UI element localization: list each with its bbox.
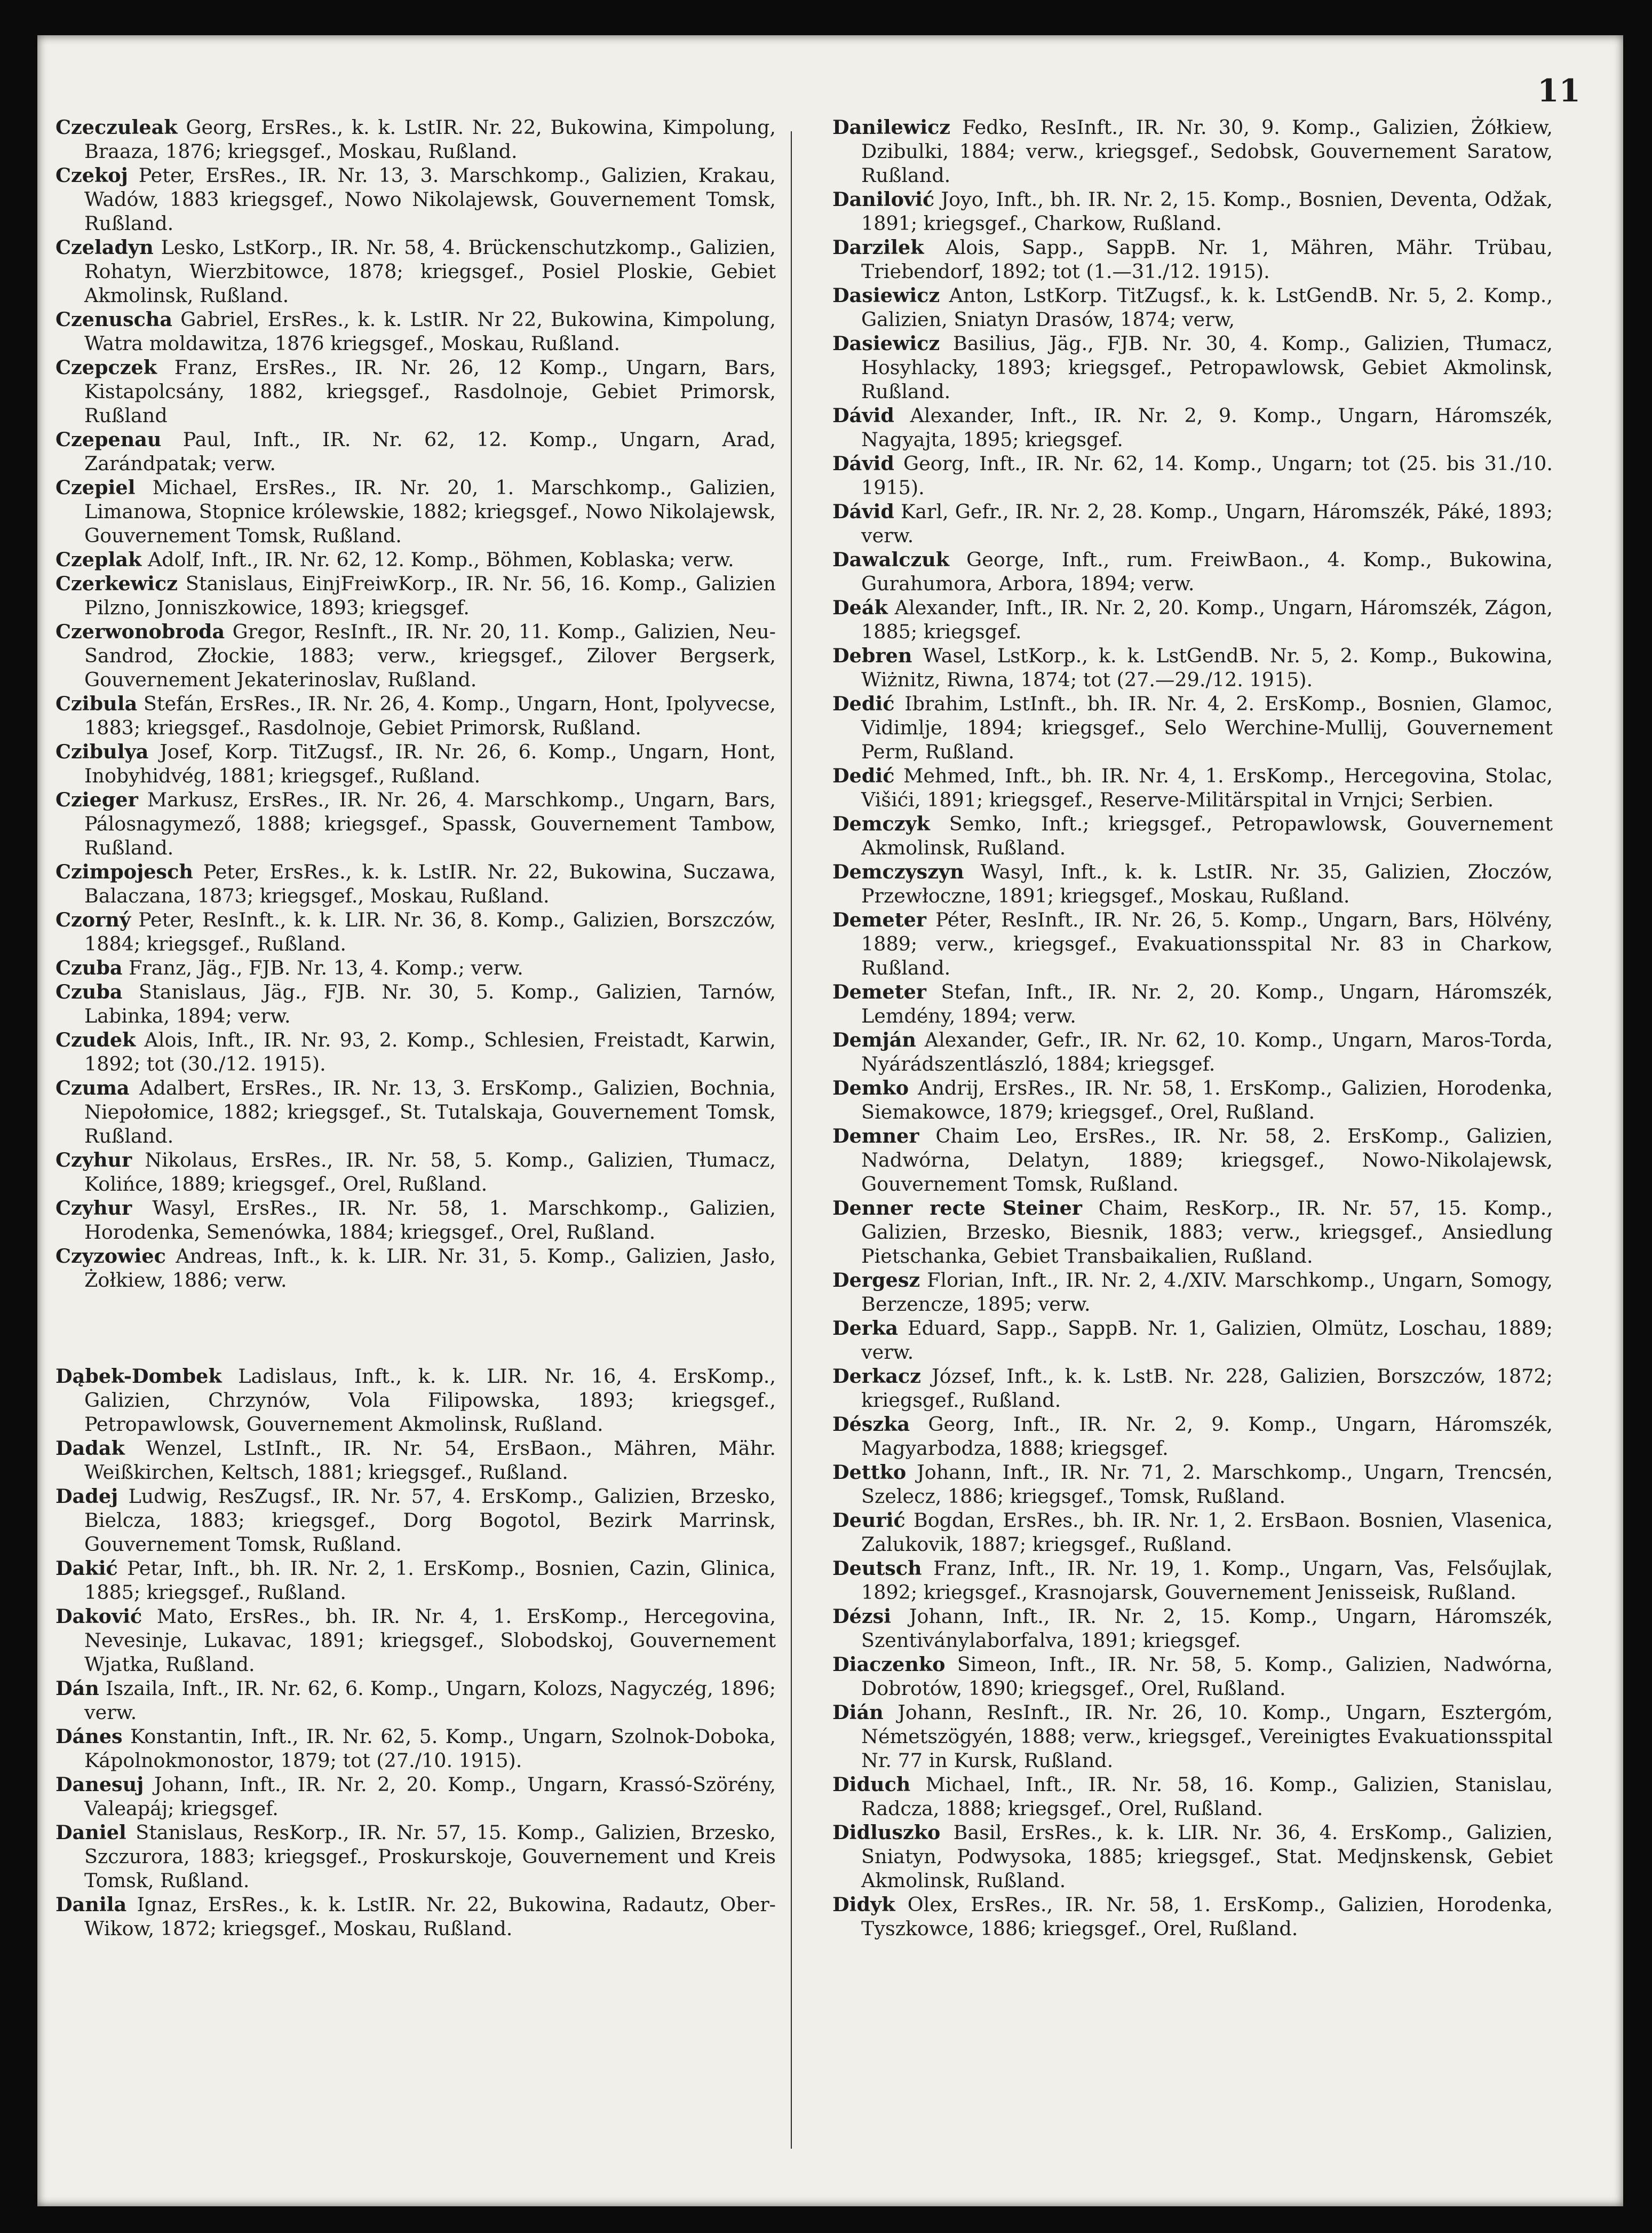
register-entry <box>55 980 776 1028</box>
register-entry <box>55 1604 776 1676</box>
entry-details: Nikolaus, ErsRes., IR. Nr. 58, 5. Komp., Galizien, Tłumacz, Kolińce, 1889; kriegsgef., Orel, Rußland. <box>84 1149 776 1195</box>
entry-surname: Dán <box>55 1677 99 1700</box>
entry-details: Alexander, Inft., IR. Nr. 2, 9. Komp., Ungarn, Háromszék, Nagyajta, 1895; kriegsgef. <box>861 404 1553 451</box>
entry-details: Peter, ResInft., k. k. LIR. Nr. 36, 8. Komp., Galizien, Borszczów, 1884; kriegsgef., Rußland. <box>84 908 776 955</box>
entry-details: Alexander, Inft., IR. Nr. 2, 20. Komp., Ungarn, Háromszék, Zágon, 1885; kriegsgef. <box>861 596 1553 643</box>
entry-details: Florian, Inft., IR. Nr. 2, 4./XIV. Marschkomp., Ungarn, Somogy, Berzencze, 1895; verw. <box>861 1269 1553 1316</box>
entry-details: Petar, Inft., bh. IR. Nr. 2, 1. ErsKomp., Bosnien, Cazin, Glinica, 1885; kriegsgef., Rußland. <box>84 1557 776 1604</box>
register-entry <box>832 1820 1553 1892</box>
register-entry <box>832 187 1553 235</box>
entry-details: Joyo, Inft., bh. IR. Nr. 2, 15. Komp., Bosnien, Deventa, Odžak, 1891; kriegsgef., Charkow, Rußland. <box>861 188 1553 235</box>
register-entry <box>832 403 1553 452</box>
entry-surname: Darzilek <box>832 236 924 259</box>
entry-surname: Czyhur <box>55 1149 132 1171</box>
register-entry <box>832 1652 1553 1700</box>
register-entry <box>832 1268 1553 1316</box>
entry-details: Mato, ErsRes., bh. IR. Nr. 4, 1. ErsKomp., Hercegovina, Nevesinje, Lukavac, 1891; kriegsgef., Slobodskoj, Gouvernement Wjatka, Rußland. <box>84 1605 776 1676</box>
entry-surname: Dasiewicz <box>832 332 940 355</box>
register-entry <box>832 1892 1553 1941</box>
register-entry <box>832 1700 1553 1772</box>
entry-details: Stanislaus, Jäg., FJB. Nr. 30, 5. Komp., Galizien, Tarnów, Labinka, 1894; verw. <box>84 980 776 1027</box>
entry-details: Wasyl, Inft., k. k. LstIR. Nr. 35, Galizien, Złoczów, Przewłoczne, 1891; kriegsgef., Moskau, Rußland. <box>861 860 1553 907</box>
entry-surname: Dedić <box>832 764 895 787</box>
entry-surname: Dąbek-Dombek <box>55 1365 222 1388</box>
entry-surname: Daković <box>55 1605 142 1628</box>
entry-details: Alexander, Gefr., IR. Nr. 62, 10. Komp., Ungarn, Maros-Torda, Nyárádszentlászló, 1884; kriegsgef. <box>861 1028 1553 1075</box>
register-entry <box>55 1364 776 1436</box>
document-page <box>37 35 1623 2206</box>
entry-details: Fedko, ResInft., IR. Nr. 30, 9. Komp., Galizien, Żółkiew, Dzibulki, 1884; verw., kriegsgef., Sedobsk, Gouvernement Saratow, Rußland. <box>861 116 1553 187</box>
entry-surname: Derkacz <box>832 1365 921 1388</box>
register-entry <box>55 1676 776 1724</box>
entry-surname: Czepenau <box>55 428 162 451</box>
register-entry <box>832 452 1553 500</box>
register-entry <box>832 980 1553 1028</box>
entry-surname: Dészka <box>832 1413 910 1436</box>
right-column <box>832 115 1553 1941</box>
entry-surname: Deák <box>832 596 888 619</box>
entry-surname: Demján <box>832 1028 916 1051</box>
register-entry <box>832 596 1553 644</box>
entry-surname: Demner <box>832 1125 919 1147</box>
entry-surname: Czudek <box>55 1028 136 1051</box>
register-entry <box>55 1076 776 1148</box>
entry-details: Wasel, LstKorp., k. k. LstGendB. Nr. 5, 2. Komp., Bukowina, Wiżnitz, Riwna, 1874; tot (27.—29./12. 1915). <box>861 644 1553 691</box>
column-divider <box>791 131 792 2149</box>
entry-surname: Czeczuleak <box>55 116 178 139</box>
entry-details: Peter, ErsRes., IR. Nr. 13, 3. Marschkomp., Galizien, Krakau, Wadów, 1883 kriegsgef., Nowo Nikolajewsk, Gouvernement Tomsk, Rußland. <box>84 164 776 235</box>
entry-details: Basilius, Jäg., FJB. Nr. 30, 4. Komp., Galizien, Tłumacz, Hosyhlacky, 1893; kriegsgef., Petropawlowsk, Gebiet Akmolinsk, Rußland. <box>861 332 1553 403</box>
entry-details: Semko, Inft.; kriegsgef., Petropawlowsk, Gouvernement Akmolinsk, Rußland. <box>861 812 1553 859</box>
register-entry <box>55 1196 776 1244</box>
entry-details: Lesko, LstKorp., IR. Nr. 58, 4. Brückenschutzkomp., Galizien, Rohatyn, Wierzbitowce, 1878; kriegsgef., Posiel Ploskie, Gebiet Akmolinsk, Rußland. <box>84 236 776 307</box>
entry-surname: Demczyk <box>832 812 930 835</box>
entry-surname: Czyhur <box>55 1197 132 1220</box>
entry-details: Michael, Inft., IR. Nr. 58, 16. Komp., Galizien, Stanislau, Radcza, 1888; kriegsgef., Orel, Rußland. <box>861 1773 1553 1820</box>
entry-details: Johann, Inft., IR. Nr. 71, 2. Marschkomp., Ungarn, Trencsén, Szelecz, 1886; kriegsgef., Tomsk, Rußland. <box>861 1461 1553 1508</box>
entry-surname: Czekoj <box>55 164 128 187</box>
register-entry <box>55 1148 776 1196</box>
register-entry <box>832 812 1553 860</box>
entry-surname: Dasiewicz <box>832 284 940 307</box>
left-column <box>55 115 776 1941</box>
entry-surname: Czibulya <box>55 740 149 763</box>
register-entry <box>55 548 776 572</box>
entry-surname: Dettko <box>832 1461 907 1484</box>
register-entry <box>832 764 1553 812</box>
register-entry <box>55 908 776 956</box>
register-entry <box>832 692 1553 764</box>
register-entry <box>55 860 776 908</box>
entry-surname: Czeplak <box>55 548 142 571</box>
entry-surname: Czieger <box>55 788 138 811</box>
register-entry <box>55 740 776 788</box>
entry-surname: Czenuscha <box>55 308 173 331</box>
entry-details: Gabriel, ErsRes., k. k. LstIR. Nr 22, Bukowina, Kimpolung, Watra moldawitza, 1876 kriegsgef., Moskau, Rußland. <box>84 308 776 355</box>
entry-surname: Danilović <box>832 188 935 211</box>
entry-surname: Deurić <box>832 1509 906 1532</box>
register-entry <box>55 1820 776 1892</box>
register-entry <box>832 115 1553 187</box>
register-entry <box>832 1196 1553 1268</box>
register-entry <box>55 572 776 620</box>
entry-surname: Didyk <box>832 1893 895 1916</box>
entry-details: Georg, Inft., IR. Nr. 2, 9. Komp., Ungarn, Háromszék, Magyarbodza, 1888; kriegsgef. <box>861 1413 1553 1460</box>
entry-details: Stanislaus, ResKorp., IR. Nr. 57, 15. Komp., Galizien, Brzesko, Szczurora, 1883; kriegsgef., Proskurskoje, Gouvernement und Kreis Tomsk, Rußland. <box>84 1821 776 1892</box>
entry-details: Franz, ErsRes., IR. Nr. 26, 12 Komp., Ungarn, Bars, Kistapolcsány, 1882, kriegsgef., Rasdolnoje, Gebiet Primorsk, Rußland <box>84 356 776 427</box>
entry-surname: Czuba <box>55 980 123 1003</box>
entry-details: Olex, ErsRes., IR. Nr. 58, 1. ErsKomp., Galizien, Horodenka, Tyszkowce, 1886; kriegsgef., Orel, Rußland. <box>861 1893 1553 1940</box>
entry-details: Peter, ErsRes., k. k. LstIR. Nr. 22, Bukowina, Suczawa, Balaczana, 1873; kriegsgef., Moskau, Rußland. <box>84 860 776 907</box>
entry-details: Mehmed, Inft., bh. IR. Nr. 4, 1. ErsKomp., Hercegovina, Stolac, Višići, 1891; kriegsgef., Reserve-Militärspital in Vrnjci; Serbien. <box>861 764 1553 811</box>
register-entry <box>55 115 776 163</box>
register-entry <box>55 1772 776 1820</box>
register-entry <box>55 355 776 427</box>
entry-surname: Demeter <box>832 908 927 931</box>
page-number: 11 <box>1537 73 1580 109</box>
entry-details: Franz, Inft., IR. Nr. 19, 1. Komp., Ungarn, Vas, Felsőujlak, 1892; kriegsgef., Krasnojarsk, Gouvernement Jenisseisk, Rußland. <box>861 1557 1553 1604</box>
entry-details: Franz, Jäg., FJB. Nr. 13, 4. Komp.; verw. <box>129 956 523 979</box>
entry-details: Bogdan, ErsRes., bh. IR. Nr. 1, 2. ErsBaon. Bosnien, Vlasenica, Zalukovik, 1887; kriegsgef., Rußland. <box>861 1509 1553 1556</box>
entry-surname: Danila <box>55 1893 127 1916</box>
entry-surname: Czerwonobroda <box>55 620 225 643</box>
entry-details: Chaim Leo, ErsRes., IR. Nr. 58, 2. ErsKomp., Galizien, Nadwórna, Delatyn, 1889; kriegsgef., Nowo-Nikolajewsk, Gouvernement Tomsk, Rußland. <box>861 1125 1553 1195</box>
entry-surname: Dergesz <box>832 1269 920 1292</box>
entry-surname: Czibula <box>55 692 138 715</box>
register-entry <box>55 1028 776 1076</box>
entry-details: Iszaila, Inft., IR. Nr. 62, 6. Komp., Ungarn, Kolozs, Nagyczég, 1896; verw. <box>84 1677 776 1724</box>
entry-details: Johann, Inft., IR. Nr. 2, 20. Komp., Ungarn, Krassó-Szörény, Valeapáj; kriegsgef. <box>84 1773 776 1820</box>
entry-details: Gregor, ResInft., IR. Nr. 20, 11. Komp., Galizien, Neu-Sandrod, Złockie, 1883; verw., kriegsgef., Zilover Bergserk, Gouvernement Jekaterinoslav, Rußland. <box>84 620 776 691</box>
entry-surname: Dadak <box>55 1437 125 1460</box>
entry-surname: Czuba <box>55 956 123 979</box>
entry-surname: Daniel <box>55 1821 126 1844</box>
entry-surname: Debren <box>832 644 912 667</box>
entry-details: Alois, Sapp., SappB. Nr. 1, Mähren, Mähr. Trübau, Triebendorf, 1892; tot (1.—31./12. 1915). <box>861 236 1553 283</box>
register-entry <box>55 788 776 860</box>
entry-surname: Danesuj <box>55 1773 144 1796</box>
entry-surname: Diaczenko <box>832 1653 946 1676</box>
entry-details: Alois, Inft., IR. Nr. 93, 2. Komp., Schlesien, Freistadt, Karwin, 1892; tot (30./12. 1915). <box>84 1028 776 1075</box>
entry-surname: Demczyszyn <box>832 860 964 883</box>
entry-surname: Czeladyn <box>55 236 154 259</box>
entry-details: Georg, ErsRes., k. k. LstIR. Nr. 22, Bukowina, Kimpolung, Braaza, 1876; kriegsgef., Moskau, Rußland. <box>84 116 776 163</box>
register-entry <box>832 331 1553 403</box>
entry-details: Ibrahim, LstInft., bh. IR. Nr. 4, 2. ErsKomp., Bosnien, Glamoc, Vidimlje, 1894; kriegsgef., Selo Werchine-Mullij, Gouvernement Perm, Rußland. <box>861 692 1553 763</box>
register-entry <box>55 163 776 235</box>
register-entry <box>55 1724 776 1772</box>
entry-details: Josef, Korp. TitZugsf., IR. Nr. 26, 6. Komp., Ungarn, Hont, Inobyhidvég, 1881; kriegsgef., Rußland. <box>84 740 776 787</box>
left-entries-group-c <box>55 115 776 1292</box>
entry-details: Anton, LstKorp. TitZugsf., k. k. LstGendB. Nr. 5, 2. Komp., Galizien, Sniatyn Drasów, 1874; verw, <box>861 284 1553 331</box>
entry-surname: Demko <box>832 1076 909 1099</box>
register-entry <box>832 1604 1553 1652</box>
entry-details: Georg, Inft., IR. Nr. 62, 14. Komp., Ungarn; tot (25. bis 31./10. 1915). <box>861 452 1553 499</box>
register-entry <box>55 1892 776 1941</box>
register-entry <box>832 644 1553 692</box>
register-entry <box>55 1484 776 1556</box>
entry-surname: Czimpojesch <box>55 860 193 883</box>
register-entry <box>832 1028 1553 1076</box>
entry-details: Ignaz, ErsRes., k. k. LstIR. Nr. 22, Bukowina, Radautz, Ober-Wikow, 1872; kriegsgef., Moskau, Rußland. <box>84 1893 776 1940</box>
entry-details: Stefán, ErsRes., IR. Nr. 26, 4. Komp., Ungarn, Hont, Ipolyvecse, 1883; kriegsgef., Rasdolnoje, Gebiet Primorsk, Rußland. <box>84 692 776 739</box>
register-entry <box>55 427 776 476</box>
register-entry <box>832 908 1553 980</box>
register-entry <box>832 1076 1553 1124</box>
register-entry <box>55 692 776 740</box>
register-entry <box>832 1460 1553 1508</box>
entry-surname: Dedić <box>832 692 895 715</box>
entry-details: George, Inft., rum. FreiwBaon., 4. Komp., Bukowina, Gurahumora, Arbora, 1894; verw. <box>861 548 1553 595</box>
register-entry <box>55 235 776 307</box>
entry-surname: Czerkewicz <box>55 572 178 595</box>
entry-surname: Dávid <box>832 404 894 427</box>
register-entry <box>832 1316 1553 1364</box>
register-entry <box>832 235 1553 283</box>
entry-details: Stefan, Inft., IR. Nr. 2, 20. Komp., Ungarn, Háromszék, Lemdény, 1894; verw. <box>861 980 1553 1027</box>
entry-details: Andreas, Inft., k. k. LIR. Nr. 31, 5. Komp., Galizien, Jasło, Żołkiew, 1886; verw. <box>84 1245 776 1292</box>
register-entry <box>55 1244 776 1292</box>
entry-details: Markusz, ErsRes., IR. Nr. 26, 4. Marschkomp., Ungarn, Bars, Pálosnagymező, 1888; kriegsgef., Spassk, Gouvernement Tambow, Rußland. <box>84 788 776 859</box>
entry-details: Andrij, ErsRes., IR. Nr. 58, 1. ErsKomp., Galizien, Horodenka, Siemakowce, 1879; kriegsgef., Orel, Rußland. <box>861 1076 1553 1123</box>
entry-surname: Czyzowiec <box>55 1245 166 1268</box>
entry-surname: Czepczek <box>55 356 157 379</box>
entry-surname: Denner recte Steiner <box>832 1197 1083 1220</box>
entry-surname: Dávid <box>832 452 894 475</box>
entry-surname: Danilewicz <box>832 116 951 139</box>
register-entry <box>55 1556 776 1604</box>
entry-details: Eduard, Sapp., SappB. Nr. 1, Galizien, Olmütz, Loschau, 1889; verw. <box>861 1317 1553 1364</box>
register-entry <box>55 476 776 548</box>
entry-surname: Czorný <box>55 908 131 931</box>
entry-details: Karl, Gefr., IR. Nr. 2, 28. Komp., Ungarn, Háromszék, Páké, 1893; verw. <box>861 500 1553 547</box>
entry-details: Stanislaus, EinjFreiwKorp., IR. Nr. 56, 16. Komp., Galizien Pilzno, Jonniszkowice, 1893; kriegsgef. <box>84 572 776 619</box>
register-entry <box>832 548 1553 596</box>
register-entry <box>832 1508 1553 1556</box>
entry-details: Johann, ResInft., IR. Nr. 26, 10. Komp., Ungarn, Esztergóm, Németszögyén, 1888; verw., kriegsgef., Vereinigtes Evakuationsspital Nr. 77 in Kursk, Rußland. <box>861 1701 1553 1772</box>
entry-surname: Deutsch <box>832 1557 922 1580</box>
entry-surname: Dakić <box>55 1557 118 1580</box>
register-entry <box>55 1436 776 1484</box>
entry-details: Ladislaus, Inft., k. k. LIR. Nr. 16, 4. ErsKomp., Galizien, Chrzynów, Vola Filipowska, 1893; kriegsgef., Petropawlowsk, Gouvernement Akmolinsk, Rußland. <box>84 1365 776 1436</box>
entry-details: Simeon, Inft., IR. Nr. 58, 5. Komp., Galizien, Nadwórna, Dobrotów, 1890; kriegsgef., Orel, Rußland. <box>861 1653 1553 1700</box>
entry-details: Chaim, ResKorp., IR. Nr. 57, 15. Komp., Galizien, Brzesko, Biesnik, 1883; verw., kriegsgef., Ansiedlung Pietschanka, Gebiet Transbaikalien, Rußland. <box>861 1197 1553 1268</box>
entry-details: Péter, ResInft., IR. Nr. 26, 5. Komp., Ungarn, Bars, Hölvény, 1889; verw., kriegsgef., Evakuationsspital Nr. 83 in Charkow, Rußland. <box>861 908 1553 979</box>
entry-surname: Dián <box>832 1701 884 1724</box>
register-entry <box>832 1412 1553 1460</box>
register-entry <box>832 1772 1553 1820</box>
entry-details: Basil, ErsRes., k. k. LIR. Nr. 36, 4. ErsKomp., Galizien, Sniatyn, Podwysoka, 1885; kriegsgef., Stat. Medjnskensk, Gebiet Akmolinsk, Rußland. <box>861 1821 1553 1892</box>
entry-details: Michael, ErsRes., IR. Nr. 20, 1. Marschkomp., Galizien, Limanowa, Stopnice królewskie, 1882; kriegsgef., Nowo Nikolajewsk, Gouvernement Tomsk, Rußland. <box>84 476 776 547</box>
left-entries-group-d <box>55 1364 776 1941</box>
entry-details: Ludwig, ResZugsf., IR. Nr. 57, 4. ErsKomp., Galizien, Brzesko, Bielcza, 1883; kriegsgef., Dorg Bogotol, Bezirk Marrinsk, Gouvernement Tomsk, Rußland. <box>84 1485 776 1556</box>
register-entry <box>832 1556 1553 1604</box>
entry-details: Adolf, Inft., IR. Nr. 62, 12. Komp., Böhmen, Koblaska; verw. <box>147 548 734 571</box>
entry-surname: Diduch <box>832 1773 911 1796</box>
entry-details: József, Inft., k. k. LstB. Nr. 228, Galizien, Borszczów, 1872; kriegsgef., Rußland. <box>861 1365 1553 1412</box>
register-entry <box>55 307 776 355</box>
register-entry <box>832 1124 1553 1196</box>
entry-details: Wasyl, ErsRes., IR. Nr. 58, 1. Marschkomp., Galizien, Horodenka, Semenówka, 1884; kriegsgef., Orel, Rußland. <box>84 1197 776 1244</box>
entry-details: Johann, Inft., IR. Nr. 2, 15. Komp., Ungarn, Háromszék, Szentiványlaborfalva, 1891; kriegsgef. <box>861 1605 1553 1652</box>
section-gap <box>55 1292 776 1364</box>
entry-details: Paul, Inft., IR. Nr. 62, 12. Komp., Ungarn, Arad, Zarándpatak; verw. <box>84 428 776 475</box>
register-entry <box>832 283 1553 331</box>
entry-surname: Dadej <box>55 1485 118 1508</box>
entry-surname: Derka <box>832 1317 899 1340</box>
register-entry <box>832 1364 1553 1412</box>
register-entry <box>832 860 1553 908</box>
entry-surname: Dávid <box>832 500 894 523</box>
entry-surname: Dawalczuk <box>832 548 950 571</box>
entry-surname: Didluszko <box>832 1821 941 1844</box>
entry-surname: Demeter <box>832 980 927 1003</box>
entry-details: Wenzel, LstInft., IR. Nr. 54, ErsBaon., Mähren, Mähr. Weißkirchen, Keltsch, 1881; kriegsgef., Rußland. <box>84 1437 776 1484</box>
register-entry <box>55 620 776 692</box>
register-entry <box>832 500 1553 548</box>
entry-surname: Czepiel <box>55 476 136 499</box>
register-entry <box>55 956 776 980</box>
entry-surname: Czuma <box>55 1076 130 1099</box>
entry-surname: Dánes <box>55 1725 123 1748</box>
entry-details: Konstantin, Inft., IR. Nr. 62, 5. Komp., Ungarn, Szolnok-Doboka, Kápolnokmonostor, 1879; tot (27./10. 1915). <box>84 1725 776 1772</box>
entry-surname: Dézsi <box>832 1605 892 1628</box>
entry-details: Adalbert, ErsRes., IR. Nr. 13, 3. ErsKomp., Galizien, Bochnia, Niepołomice, 1882; kriegsgef., St. Tutalskaja, Gouvernement Tomsk, Rußland. <box>84 1076 776 1147</box>
